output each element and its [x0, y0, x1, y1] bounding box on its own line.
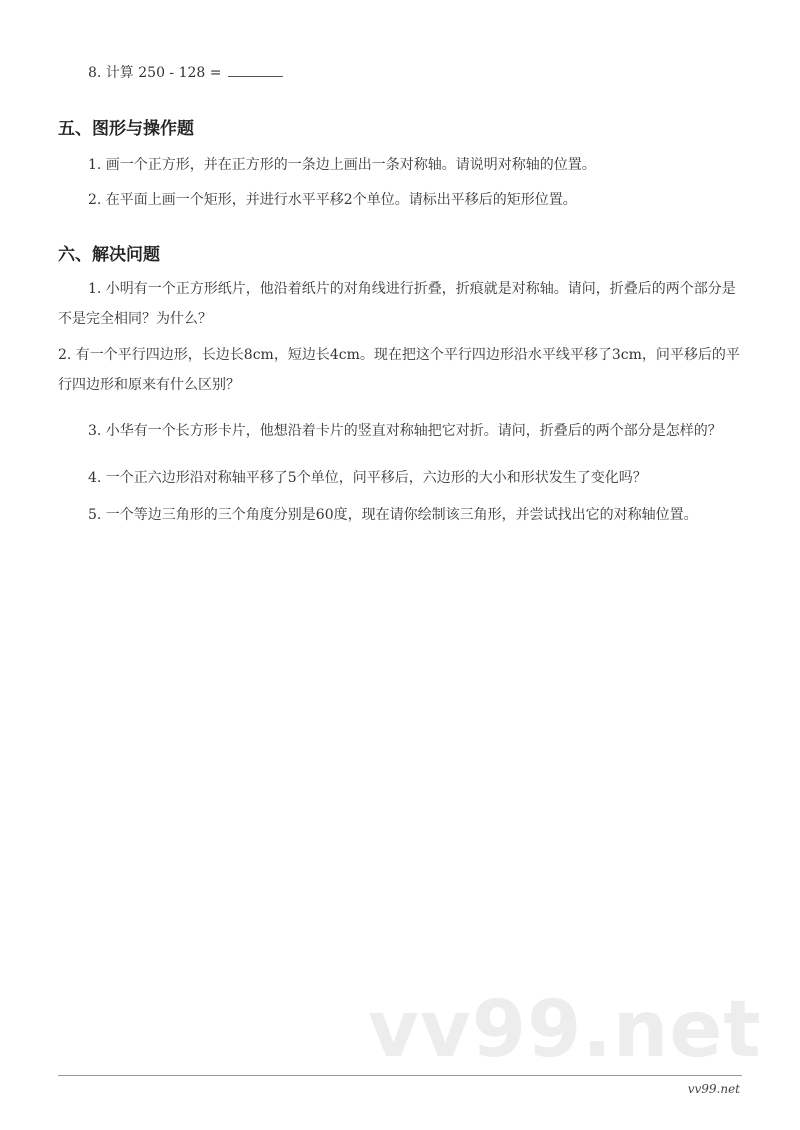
footer-divider — [58, 1075, 742, 1076]
section-6-heading: 六、解决问题 — [58, 245, 160, 265]
section-6-item-2: 2. 有一个平行四边形，长边长8cm，短边长4cm。现在把这个平行四边形沿水平线平移了3cm，问平移后的平行四边形和原来有什么区别？ — [58, 347, 740, 393]
section-5-heading: 五、图形与操作题 — [58, 119, 194, 139]
answer-blank — [228, 64, 283, 77]
section-5-item-1: 1. 画一个正方形，并在正方形的一条边上画出一条对称轴。请说明对称轴的位置。 — [88, 157, 596, 173]
watermark: vv99.net — [368, 985, 762, 1075]
section-6-item-1: 1. 小明有一个正方形纸片，他沿着纸片的对角线进行折叠，折痕就是对称轴。请问，折叠后的两个部分是不是完全相同？为什么？ — [58, 281, 736, 327]
question-8 — [58, 58, 744, 88]
section-6-item-4: 4. 一个正六边形沿对称轴平移了5个单位，问平移后，六边形的大小和形状发生了变化吗？ — [88, 470, 647, 486]
section-5-item-2: 2. 在平面上画一个矩形，并进行水平平移2个单位。请标出平移后的矩形位置。 — [88, 192, 577, 208]
section-6-item-5: 5. 一个等边三角形的三个角度分别是60度，现在请你绘制该三角形，并尝试找出它的对称轴位置。 — [88, 507, 698, 523]
question-8-text: 8. 计算 250 - 128 = — [88, 65, 222, 81]
section-6-item-3: 3. 小华有一个长方形卡片，他想沿着卡片的竖直对称轴把它对折。请问，折叠后的两个部分是怎样的？ — [88, 423, 722, 439]
footer-site: vv99.net — [687, 1082, 740, 1096]
